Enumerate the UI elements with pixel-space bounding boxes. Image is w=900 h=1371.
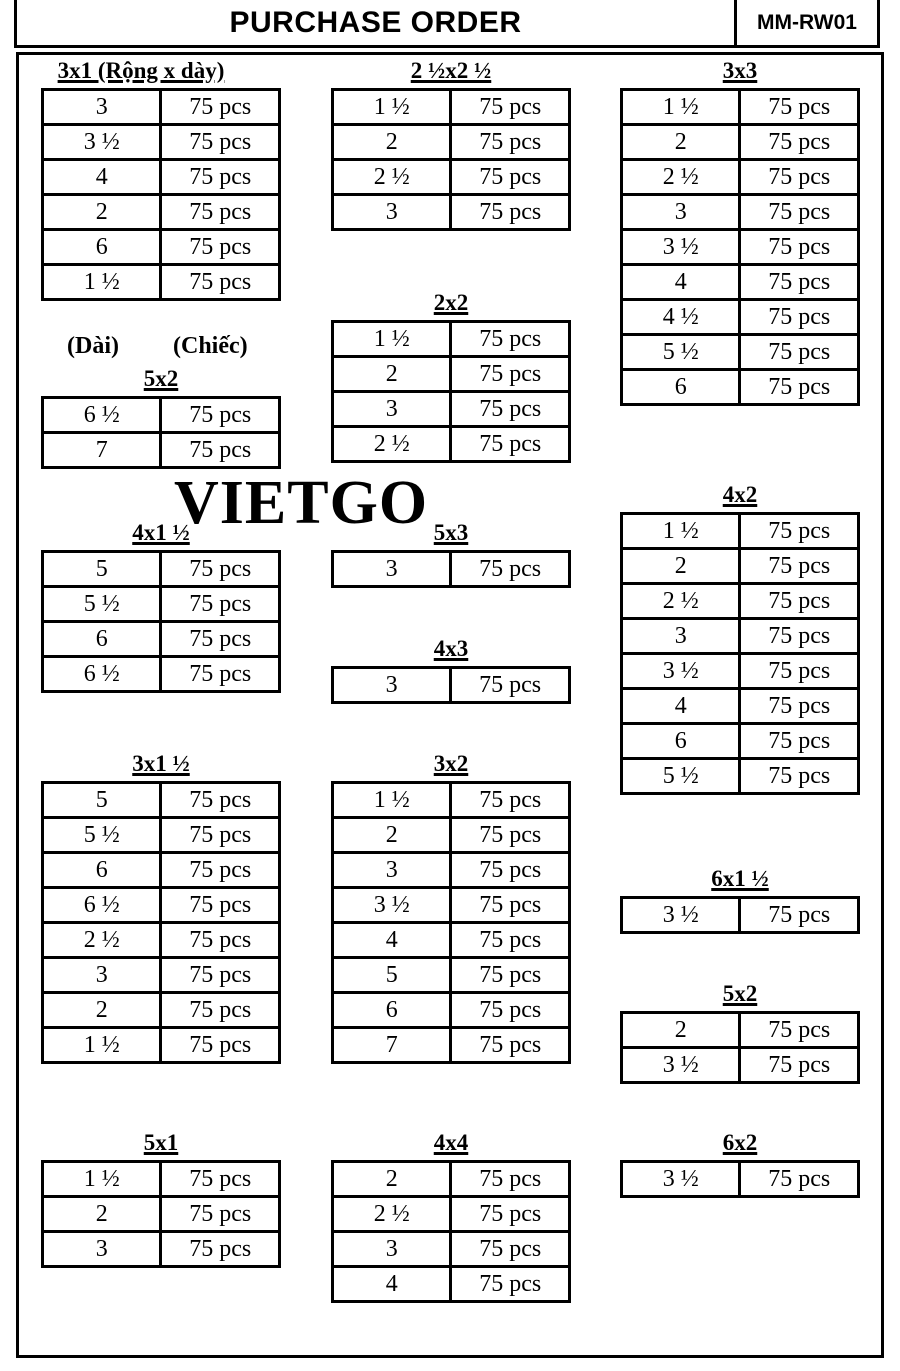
table-row <box>333 195 570 230</box>
length-cell: 7 <box>333 1028 451 1063</box>
table-row <box>43 433 280 468</box>
table-row <box>43 552 280 587</box>
quantity-table <box>41 550 281 693</box>
table-row <box>43 90 280 125</box>
quantity-cell: 75 pcs <box>451 1028 570 1063</box>
length-cell: 2 <box>333 818 451 853</box>
quantity-cell: 75 pcs <box>740 1162 859 1197</box>
length-cell: 3 <box>333 392 451 427</box>
length-cell: 4 <box>622 265 740 300</box>
table-row <box>333 668 570 703</box>
quantity-table <box>620 1160 860 1198</box>
group-title-text: 5x1 <box>143 1130 179 1155</box>
table-row <box>43 923 280 958</box>
length-cell: 5 ½ <box>622 335 740 370</box>
group-title <box>331 1130 571 1156</box>
table-row <box>333 993 570 1028</box>
group-title-text: 3x2 <box>433 751 469 776</box>
table-row <box>333 783 570 818</box>
length-cell: 3 <box>622 195 740 230</box>
group-title <box>620 1130 860 1156</box>
length-cell: 3 <box>43 90 161 125</box>
table-row <box>43 265 280 300</box>
quantity-cell: 75 pcs <box>740 90 859 125</box>
quantity-cell: 75 pcs <box>161 195 280 230</box>
quantity-cell: 75 pcs <box>451 1232 570 1267</box>
length-cell: 4 ½ <box>622 300 740 335</box>
table-row <box>622 160 859 195</box>
length-cell: 3 <box>622 619 740 654</box>
quantity-cell: 75 pcs <box>161 1197 280 1232</box>
quantity-cell: 75 pcs <box>451 1267 570 1302</box>
length-cell: 2 ½ <box>43 923 161 958</box>
length-cell: 1 ½ <box>333 90 451 125</box>
length-cell: 2 ½ <box>333 160 451 195</box>
group-title-text: 3x1 (Rộng x dày) <box>57 58 225 83</box>
length-cell: 6 <box>43 622 161 657</box>
quantity-table <box>331 666 571 704</box>
table-row <box>333 427 570 462</box>
group-title <box>620 58 860 84</box>
quantity-cell: 75 pcs <box>740 549 859 584</box>
group-title-text: 4x1 ½ <box>132 520 190 545</box>
table-row <box>43 622 280 657</box>
length-cell: 3 <box>43 1232 161 1267</box>
length-cell: 6 ½ <box>43 398 161 433</box>
quantity-cell: 75 pcs <box>451 552 570 587</box>
length-cell: 5 ½ <box>622 759 740 794</box>
quantity-cell: 75 pcs <box>451 783 570 818</box>
group-title <box>41 751 281 777</box>
quantity-cell: 75 pcs <box>161 90 280 125</box>
table-row <box>333 1232 570 1267</box>
table-row <box>622 549 859 584</box>
length-cell: 6 <box>622 724 740 759</box>
quantity-cell: 75 pcs <box>161 888 280 923</box>
length-cell: 5 ½ <box>43 818 161 853</box>
table-row <box>43 1028 280 1063</box>
quantity-cell: 75 pcs <box>161 783 280 818</box>
group-title-text: 5x2 <box>722 981 758 1006</box>
table-row <box>333 392 570 427</box>
length-cell: 1 ½ <box>43 1162 161 1197</box>
table-row <box>622 898 859 933</box>
length-cell: 3 ½ <box>622 898 740 933</box>
length-cell: 3 <box>333 195 451 230</box>
pieces-label: (Chiếc) <box>173 333 248 359</box>
length-cell: 2 <box>43 1197 161 1232</box>
length-cell: 7 <box>43 433 161 468</box>
length-cell: 6 <box>43 853 161 888</box>
table-row <box>622 514 859 549</box>
table-row <box>333 160 570 195</box>
table-row <box>622 230 859 265</box>
quantity-cell: 75 pcs <box>740 514 859 549</box>
quantity-table <box>331 550 571 588</box>
quantity-cell: 75 pcs <box>451 90 570 125</box>
table-row <box>43 125 280 160</box>
quantity-cell: 75 pcs <box>161 125 280 160</box>
table-row <box>622 584 859 619</box>
length-cell: 6 <box>43 230 161 265</box>
length-cell: 4 <box>333 1267 451 1302</box>
group-title <box>620 866 860 892</box>
table-row <box>622 195 859 230</box>
group-title <box>331 58 571 84</box>
quantity-cell: 75 pcs <box>451 1162 570 1197</box>
quantity-cell: 75 pcs <box>451 160 570 195</box>
group-title-text: 3x3 <box>722 58 758 83</box>
group-title <box>331 751 571 777</box>
group-title-text: 5x3 <box>433 520 469 545</box>
table-row <box>333 818 570 853</box>
quantity-cell: 75 pcs <box>451 958 570 993</box>
quantity-table <box>41 1160 281 1268</box>
table-row <box>333 853 570 888</box>
table-row <box>43 783 280 818</box>
length-cell: 1 ½ <box>43 1028 161 1063</box>
quantity-cell: 75 pcs <box>451 668 570 703</box>
length-cell: 5 <box>43 783 161 818</box>
group-title-text: 6x1 ½ <box>711 866 769 891</box>
quantity-cell: 75 pcs <box>161 230 280 265</box>
quantity-table <box>620 896 860 934</box>
quantity-table <box>331 320 571 463</box>
page-title: PURCHASE ORDER <box>229 5 522 39</box>
group-title <box>41 366 281 392</box>
quantity-table <box>41 781 281 1064</box>
quantity-cell: 75 pcs <box>161 993 280 1028</box>
quantity-cell: 75 pcs <box>740 724 859 759</box>
table-row <box>43 1232 280 1267</box>
quantity-cell: 75 pcs <box>161 433 280 468</box>
table-row <box>43 888 280 923</box>
quantity-cell: 75 pcs <box>451 818 570 853</box>
length-cell: 5 ½ <box>43 587 161 622</box>
length-cell: 3 <box>333 853 451 888</box>
quantity-cell: 75 pcs <box>451 125 570 160</box>
quantity-cell: 75 pcs <box>740 370 859 405</box>
table-row <box>622 619 859 654</box>
quantity-cell: 75 pcs <box>161 923 280 958</box>
length-cell: 6 ½ <box>43 657 161 692</box>
quantity-cell: 75 pcs <box>451 357 570 392</box>
length-cell: 6 <box>333 993 451 1028</box>
table-row <box>43 657 280 692</box>
quantity-cell: 75 pcs <box>161 552 280 587</box>
length-cell: 2 ½ <box>333 427 451 462</box>
table-row <box>43 1197 280 1232</box>
quantity-cell: 75 pcs <box>161 1232 280 1267</box>
length-cell: 3 ½ <box>333 888 451 923</box>
quantity-cell: 75 pcs <box>451 322 570 357</box>
table-row <box>622 654 859 689</box>
quantity-cell: 75 pcs <box>740 265 859 300</box>
quantity-cell: 75 pcs <box>740 1013 859 1048</box>
table-row <box>622 1048 859 1083</box>
table-row <box>333 923 570 958</box>
length-cell: 2 <box>43 993 161 1028</box>
table-row <box>43 853 280 888</box>
length-cell: 2 <box>622 1013 740 1048</box>
table-row <box>43 398 280 433</box>
table-row <box>333 322 570 357</box>
quantity-cell: 75 pcs <box>161 622 280 657</box>
group-title <box>620 482 860 508</box>
table-row <box>43 818 280 853</box>
length-cell: 1 ½ <box>622 90 740 125</box>
table-row <box>622 1013 859 1048</box>
quantity-cell: 75 pcs <box>161 657 280 692</box>
table-row <box>622 759 859 794</box>
length-cell: 2 <box>333 125 451 160</box>
length-label: (Dài) <box>67 333 119 359</box>
quantity-cell: 75 pcs <box>740 195 859 230</box>
table-row <box>622 689 859 724</box>
watermark-logo: VIETGO <box>174 469 429 537</box>
quantity-cell: 75 pcs <box>451 993 570 1028</box>
length-cell: 6 <box>622 370 740 405</box>
quantity-cell: 75 pcs <box>161 160 280 195</box>
table-row <box>333 1028 570 1063</box>
quantity-cell: 75 pcs <box>740 300 859 335</box>
length-cell: 1 ½ <box>43 265 161 300</box>
quantity-table <box>331 781 571 1064</box>
table-row <box>333 357 570 392</box>
length-cell: 1 ½ <box>622 514 740 549</box>
length-cell: 3 ½ <box>622 1048 740 1083</box>
table-row <box>333 125 570 160</box>
header <box>14 0 880 48</box>
quantity-cell: 75 pcs <box>451 427 570 462</box>
quantity-table <box>620 512 860 795</box>
quantity-cell: 75 pcs <box>451 923 570 958</box>
quantity-cell: 75 pcs <box>740 689 859 724</box>
length-cell: 3 ½ <box>622 230 740 265</box>
table-row <box>43 160 280 195</box>
quantity-table <box>41 396 281 469</box>
table-row <box>333 90 570 125</box>
table-row <box>43 993 280 1028</box>
length-cell: 2 <box>43 195 161 230</box>
group-title <box>21 58 261 84</box>
table-row <box>43 1162 280 1197</box>
table-row <box>43 230 280 265</box>
table-row <box>43 195 280 230</box>
quantity-table <box>620 88 860 406</box>
length-cell: 2 <box>622 125 740 160</box>
length-cell: 4 <box>622 689 740 724</box>
length-cell: 3 ½ <box>622 654 740 689</box>
quantity-cell: 75 pcs <box>161 587 280 622</box>
quantity-cell: 75 pcs <box>161 853 280 888</box>
quantity-cell: 75 pcs <box>161 1162 280 1197</box>
length-cell: 3 <box>333 1232 451 1267</box>
table-row <box>622 300 859 335</box>
length-cell: 6 ½ <box>43 888 161 923</box>
table-row <box>622 1162 859 1197</box>
quantity-cell: 75 pcs <box>740 335 859 370</box>
group-title-text: 2x2 <box>433 290 469 315</box>
table-row <box>333 958 570 993</box>
group-title-text: 2 ½x2 ½ <box>410 58 492 83</box>
quantity-cell: 75 pcs <box>740 125 859 160</box>
length-cell: 5 <box>43 552 161 587</box>
group-title-text: 3x1 ½ <box>132 751 190 776</box>
quantity-cell: 75 pcs <box>161 398 280 433</box>
quantity-cell: 75 pcs <box>161 958 280 993</box>
length-cell: 2 <box>333 357 451 392</box>
table-row <box>333 1197 570 1232</box>
length-cell: 2 ½ <box>333 1197 451 1232</box>
quantity-cell: 75 pcs <box>451 888 570 923</box>
length-cell: 5 <box>333 958 451 993</box>
length-cell: 1 ½ <box>333 322 451 357</box>
quantity-cell: 75 pcs <box>740 619 859 654</box>
length-cell: 2 ½ <box>622 160 740 195</box>
table-row <box>622 125 859 160</box>
quantity-cell: 75 pcs <box>740 584 859 619</box>
length-cell: 1 ½ <box>333 783 451 818</box>
quantity-cell: 75 pcs <box>740 1048 859 1083</box>
length-cell: 2 <box>333 1162 451 1197</box>
group-title-text: 4x2 <box>722 482 758 507</box>
table-row <box>333 1162 570 1197</box>
quantity-table <box>620 1011 860 1084</box>
length-cell: 4 <box>333 923 451 958</box>
quantity-cell: 75 pcs <box>740 654 859 689</box>
table-row <box>333 552 570 587</box>
quantity-table <box>331 1160 571 1303</box>
group-title-text: 6x2 <box>722 1130 758 1155</box>
table-row <box>333 1267 570 1302</box>
table-row <box>622 724 859 759</box>
group-title-text: 4x3 <box>433 636 469 661</box>
quantity-cell: 75 pcs <box>451 1197 570 1232</box>
quantity-cell: 75 pcs <box>451 392 570 427</box>
group-title-text: 4x4 <box>433 1130 469 1155</box>
quantity-cell: 75 pcs <box>161 265 280 300</box>
length-cell: 3 <box>333 552 451 587</box>
length-cell: 3 <box>43 958 161 993</box>
quantity-cell: 75 pcs <box>740 759 859 794</box>
length-cell: 3 ½ <box>43 125 161 160</box>
group-title <box>331 290 571 316</box>
table-row <box>333 888 570 923</box>
group-title <box>41 1130 281 1156</box>
group-title <box>331 636 571 662</box>
quantity-cell: 75 pcs <box>740 230 859 265</box>
quantity-cell: 75 pcs <box>740 160 859 195</box>
quantity-cell: 75 pcs <box>740 898 859 933</box>
table-row <box>622 335 859 370</box>
quantity-cell: 75 pcs <box>161 1028 280 1063</box>
table-row <box>43 958 280 993</box>
table-row <box>622 265 859 300</box>
group-title-text: 5x2 <box>143 366 179 391</box>
length-cell: 2 <box>622 549 740 584</box>
group-title <box>620 981 860 1007</box>
table-row <box>622 370 859 405</box>
length-cell: 3 <box>333 668 451 703</box>
table-row <box>43 587 280 622</box>
quantity-cell: 75 pcs <box>451 195 570 230</box>
length-cell: 4 <box>43 160 161 195</box>
quantity-table <box>331 88 571 231</box>
quantity-cell: 75 pcs <box>451 853 570 888</box>
length-cell: 3 ½ <box>622 1162 740 1197</box>
quantity-cell: 75 pcs <box>161 818 280 853</box>
length-cell: 2 ½ <box>622 584 740 619</box>
table-row <box>622 90 859 125</box>
order-code: MM-RW01 <box>734 0 877 45</box>
quantity-table <box>41 88 281 301</box>
